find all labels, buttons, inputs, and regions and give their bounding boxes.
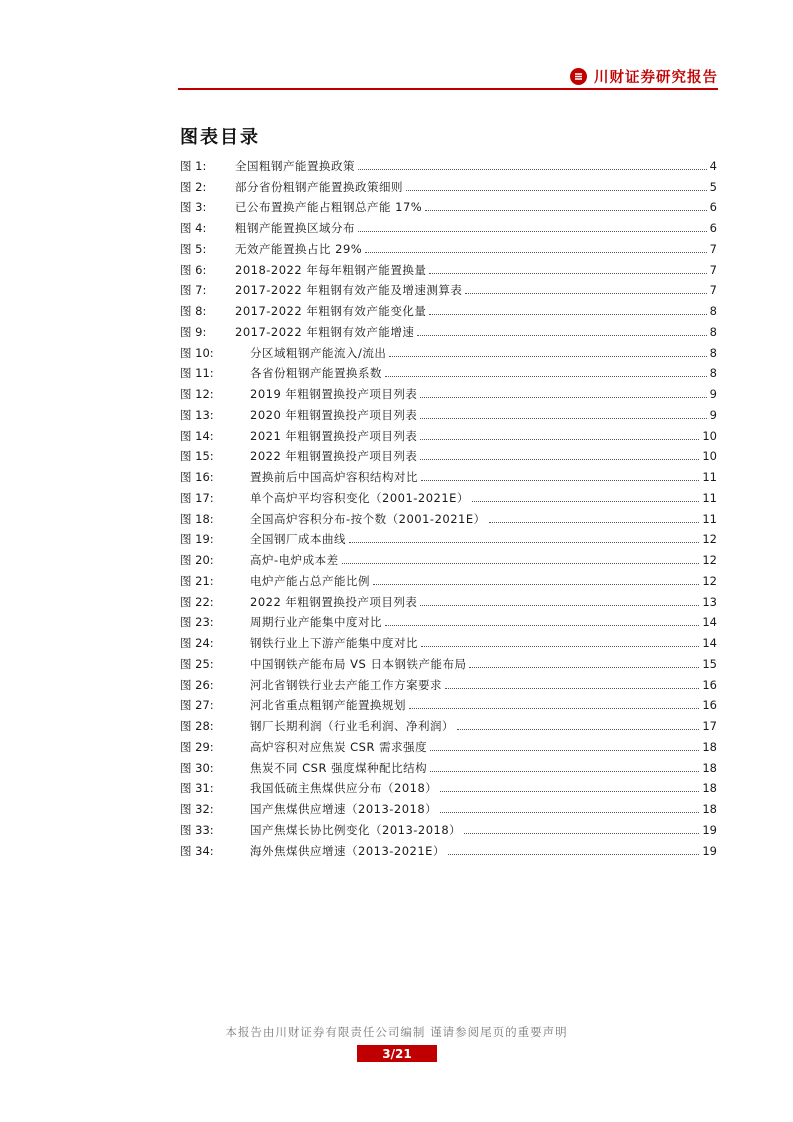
toc-entry-page: 7 bbox=[709, 283, 717, 298]
toc-entry-label: 2019 年粗钢置换投产项目列表 bbox=[250, 387, 418, 401]
dot-leader bbox=[409, 707, 699, 709]
toc-entry-number: 图 34: bbox=[180, 843, 214, 858]
toc-entry[interactable] bbox=[180, 443, 717, 464]
toc-entry[interactable] bbox=[180, 277, 717, 298]
toc-entry-page: 5 bbox=[709, 179, 717, 194]
toc-entry-number: 图 9: bbox=[180, 324, 207, 339]
toc-entry-page: 12 bbox=[702, 532, 717, 547]
toc-entry-page: 18 bbox=[702, 781, 717, 796]
toc-entry[interactable] bbox=[180, 463, 717, 484]
dot-leader bbox=[448, 853, 699, 855]
header-divider bbox=[178, 88, 718, 90]
toc-entry-number: 图 16: bbox=[180, 470, 214, 484]
dot-leader bbox=[358, 168, 707, 170]
toc-entry[interactable] bbox=[180, 816, 717, 837]
toc-entry-label: 我国低硫主焦煤供应分布（2018） bbox=[250, 781, 438, 796]
toc-entry[interactable] bbox=[180, 235, 717, 256]
toc-entry-page: 12 bbox=[702, 573, 717, 588]
dot-leader bbox=[420, 417, 706, 419]
toc-entry-number: 图 12: bbox=[180, 387, 214, 401]
toc-entry-page: 8 bbox=[709, 324, 717, 339]
dot-leader bbox=[430, 749, 699, 751]
toc-entry-number: 图 7: bbox=[180, 283, 207, 298]
dot-leader bbox=[464, 832, 699, 834]
toc-entry-label: 部分省份粗钢产能置换政策细则 bbox=[235, 179, 403, 194]
dot-leader bbox=[421, 479, 699, 481]
toc-entry[interactable] bbox=[180, 546, 717, 567]
toc-entry[interactable] bbox=[180, 712, 717, 733]
dot-leader bbox=[417, 334, 706, 336]
toc-entry-number: 图 8: bbox=[180, 304, 207, 318]
brand-name: 川财证券研究报告 bbox=[594, 69, 718, 86]
toc-entry-label: 无效产能置换占比 29% bbox=[235, 241, 363, 256]
dot-leader bbox=[445, 687, 699, 689]
dot-leader bbox=[440, 811, 699, 813]
toc-entry-page: 6 bbox=[709, 221, 717, 235]
toc-entry[interactable] bbox=[180, 318, 717, 339]
toc-entry-number: 图 18: bbox=[180, 511, 214, 526]
toc-entry-page: 8 bbox=[709, 366, 717, 381]
toc-entry-number: 图 13: bbox=[180, 407, 214, 422]
toc-entry[interactable] bbox=[180, 671, 717, 692]
toc-entry-page: 8 bbox=[709, 304, 717, 318]
toc-entry-label: 2017-2022 年粗钢有效产能变化量 bbox=[235, 304, 427, 318]
toc-entry-label: 高炉容积对应焦炭 CSR 需求强度 bbox=[250, 739, 428, 754]
dot-leader bbox=[469, 666, 699, 668]
toc-entry-page: 4 bbox=[709, 158, 717, 173]
toc-entry-label: 单个高炉平均容积变化（2001-2021E） bbox=[250, 490, 469, 505]
dot-leader bbox=[421, 645, 699, 647]
toc-entry-label: 中国钢铁产能布局 VS 日本钢铁产能布局 bbox=[250, 656, 467, 671]
dot-leader bbox=[429, 313, 706, 315]
toc-entry-label: 2021 年粗钢置换投产项目列表 bbox=[250, 428, 418, 443]
toc-entry-number: 图 14: bbox=[180, 428, 214, 443]
toc-entry-page: 13 bbox=[702, 594, 717, 609]
toc-entry-label: 2018-2022 年每年粗钢产能置换量 bbox=[235, 262, 427, 277]
toc-entry-number: 图 33: bbox=[180, 822, 214, 837]
toc-entry-label: 全国粗钢产能置换政策 bbox=[235, 158, 355, 173]
dot-leader bbox=[472, 500, 699, 502]
toc-entry-number: 图 25: bbox=[180, 656, 214, 671]
toc-entry[interactable] bbox=[180, 588, 717, 609]
toc-entry-number: 图 5: bbox=[180, 241, 207, 256]
toc-entry[interactable] bbox=[180, 629, 717, 650]
page-header bbox=[178, 60, 718, 92]
toc-entry[interactable] bbox=[180, 484, 717, 505]
toc-entry[interactable] bbox=[180, 152, 717, 173]
toc-entry-label: 钢铁行业上下游产能集中度对比 bbox=[250, 636, 418, 650]
toc-entry-page: 12 bbox=[702, 553, 717, 567]
toc-entry-page: 7 bbox=[709, 241, 717, 256]
chuancai-logo-icon bbox=[570, 68, 587, 85]
toc-entry-label: 全国钢厂成本曲线 bbox=[250, 532, 346, 547]
toc-entry-label: 国产焦煤长协比例变化（2013-2018） bbox=[250, 822, 462, 837]
toc-entry[interactable] bbox=[180, 214, 717, 235]
toc-entry-number: 图 1: bbox=[180, 158, 207, 173]
toc-entry-page: 11 bbox=[702, 490, 717, 505]
toc-entry[interactable] bbox=[180, 173, 717, 194]
toc-entry-label: 2022 年粗钢置换投产项目列表 bbox=[250, 449, 418, 464]
dot-leader bbox=[420, 438, 699, 440]
dot-leader bbox=[349, 541, 699, 543]
toc-entry-number: 图 17: bbox=[180, 490, 214, 505]
toc-entry[interactable] bbox=[180, 795, 717, 816]
toc-entry-label: 2022 年粗钢置换投产项目列表 bbox=[250, 594, 418, 609]
toc-entry-label: 置换前后中国高炉容积结构对比 bbox=[250, 470, 418, 484]
toc-entry-label: 周期行业产能集中度对比 bbox=[250, 615, 382, 630]
figure-list bbox=[180, 152, 717, 858]
toc-entry[interactable] bbox=[180, 401, 717, 422]
toc-entry[interactable] bbox=[180, 422, 717, 443]
dot-leader bbox=[389, 355, 706, 357]
toc-entry[interactable] bbox=[180, 650, 717, 671]
toc-entry-label: 各省份粗钢产能置换系数 bbox=[250, 366, 382, 381]
dot-leader bbox=[440, 790, 699, 792]
toc-entry[interactable] bbox=[180, 609, 717, 630]
toc-entry-number: 图 15: bbox=[180, 449, 214, 464]
dot-leader bbox=[385, 375, 707, 377]
toc-entry-number: 图 27: bbox=[180, 698, 214, 713]
toc-entry-page: 8 bbox=[709, 345, 717, 360]
toc-entry-label: 粗钢产能置换区域分布 bbox=[235, 221, 355, 235]
toc-entry-number: 图 2: bbox=[180, 179, 207, 194]
toc-entry-label: 2017-2022 年粗钢有效产能增速 bbox=[235, 324, 415, 339]
page-number: 3/21 bbox=[357, 1045, 437, 1062]
toc-entry[interactable] bbox=[180, 256, 717, 277]
dot-leader bbox=[373, 583, 699, 585]
dot-leader bbox=[430, 770, 699, 772]
toc-entry[interactable] bbox=[180, 692, 717, 713]
toc-entry-number: 图 24: bbox=[180, 636, 214, 650]
toc-entry[interactable] bbox=[180, 360, 717, 381]
toc-entry-label: 河北省钢铁行业去产能工作方案要求 bbox=[250, 677, 442, 692]
toc-entry-page: 16 bbox=[702, 698, 717, 713]
disclaimer-note: 本报告由川财证券有限责任公司编制 谨请参阅尾页的重要声明 bbox=[225, 1025, 568, 1039]
toc-entry-number: 图 20: bbox=[180, 553, 214, 567]
toc-entry-label: 国产焦煤供应增速（2013-2018） bbox=[250, 802, 438, 816]
toc-entry-label: 海外焦煤供应增速（2013-2021E） bbox=[250, 843, 445, 858]
toc-entry[interactable] bbox=[180, 526, 717, 547]
toc-entry-number: 图 19: bbox=[180, 532, 214, 547]
toc-entry[interactable] bbox=[180, 754, 717, 775]
toc-entry-page: 6 bbox=[709, 200, 717, 215]
dot-leader bbox=[457, 728, 699, 730]
dot-leader bbox=[385, 624, 699, 626]
toc-entry-number: 图 6: bbox=[180, 262, 207, 277]
toc-entry-number: 图 26: bbox=[180, 677, 214, 692]
dot-leader bbox=[420, 396, 706, 398]
toc-entry[interactable] bbox=[180, 505, 717, 526]
toc-entry-number: 图 21: bbox=[180, 573, 214, 588]
toc-entry-page: 16 bbox=[702, 677, 717, 692]
dot-leader bbox=[420, 604, 699, 606]
dot-leader bbox=[489, 521, 700, 523]
toc-entry-label: 焦炭不同 CSR 强度煤种配比结构 bbox=[250, 760, 428, 775]
dot-leader bbox=[365, 251, 706, 253]
toc-entry-label: 全国高炉容积分布-按个数（2001-2021E） bbox=[250, 511, 486, 526]
dot-leader bbox=[425, 209, 706, 211]
dot-leader bbox=[420, 458, 699, 460]
toc-entry-number: 图 30: bbox=[180, 760, 214, 775]
dot-leader bbox=[358, 230, 707, 232]
toc-entry-label: 已公布置换产能占粗钢总产能 17% bbox=[235, 200, 423, 215]
toc-entry-page: 14 bbox=[702, 636, 717, 650]
toc-entry-number: 图 4: bbox=[180, 221, 207, 235]
toc-entry-number: 图 3: bbox=[180, 200, 207, 215]
toc-entry-page: 9 bbox=[709, 387, 717, 401]
toc-entry[interactable] bbox=[180, 380, 717, 401]
toc-entry-page: 18 bbox=[702, 760, 717, 775]
toc-entry-page: 10 bbox=[702, 428, 717, 443]
dot-leader bbox=[465, 292, 706, 294]
toc-entry-page: 19 bbox=[702, 822, 717, 837]
toc-entry-page: 19 bbox=[702, 843, 717, 858]
brand bbox=[570, 66, 718, 87]
toc-entry-label: 电炉产能占总产能比例 bbox=[250, 573, 370, 588]
toc-entry-number: 图 29: bbox=[180, 739, 214, 754]
toc-entry-page: 14 bbox=[702, 615, 717, 630]
toc-entry[interactable] bbox=[180, 339, 717, 360]
toc-entry-page: 11 bbox=[702, 511, 717, 526]
toc-title: 图表目录 bbox=[180, 127, 260, 148]
toc-entry-page: 18 bbox=[702, 739, 717, 754]
toc-entry-number: 图 32: bbox=[180, 802, 214, 816]
toc-entry[interactable] bbox=[180, 297, 717, 318]
toc-entry[interactable] bbox=[180, 837, 717, 858]
dot-leader bbox=[342, 562, 700, 564]
toc-entry-number: 图 23: bbox=[180, 615, 214, 630]
toc-entry-page: 15 bbox=[702, 656, 717, 671]
toc-entry-number: 图 22: bbox=[180, 594, 214, 609]
toc-entry[interactable] bbox=[180, 194, 717, 215]
toc-entry-label: 高炉-电炉成本差 bbox=[250, 553, 339, 567]
toc-entry-label: 2017-2022 年粗钢有效产能及增速测算表 bbox=[235, 283, 463, 298]
toc-entry-number: 图 28: bbox=[180, 719, 214, 733]
toc-entry-label: 2020 年粗钢置换投产项目列表 bbox=[250, 407, 418, 422]
toc-entry-number: 图 31: bbox=[180, 781, 214, 796]
toc-entry-label: 河北省重点粗钢产能置换规划 bbox=[250, 698, 406, 713]
toc-entry[interactable] bbox=[180, 775, 717, 796]
toc-entry-page: 10 bbox=[702, 449, 717, 464]
toc-entry-page: 11 bbox=[702, 470, 717, 484]
toc-entry[interactable] bbox=[180, 567, 717, 588]
toc-entry-label: 分区域粗钢产能流入/流出 bbox=[250, 345, 387, 360]
toc-entry-page: 17 bbox=[702, 719, 717, 733]
dot-leader bbox=[429, 272, 706, 274]
toc-entry-number: 图 11: bbox=[180, 366, 214, 381]
dot-leader bbox=[406, 189, 707, 191]
toc-entry-page: 18 bbox=[702, 802, 717, 816]
toc-entry-label: 钢厂长期利润（行业毛利润、净利润） bbox=[250, 719, 454, 733]
toc-entry-number: 图 10: bbox=[180, 345, 214, 360]
toc-entry-page: 7 bbox=[709, 262, 717, 277]
toc-entry[interactable] bbox=[180, 733, 717, 754]
toc-entry-page: 9 bbox=[709, 407, 717, 422]
